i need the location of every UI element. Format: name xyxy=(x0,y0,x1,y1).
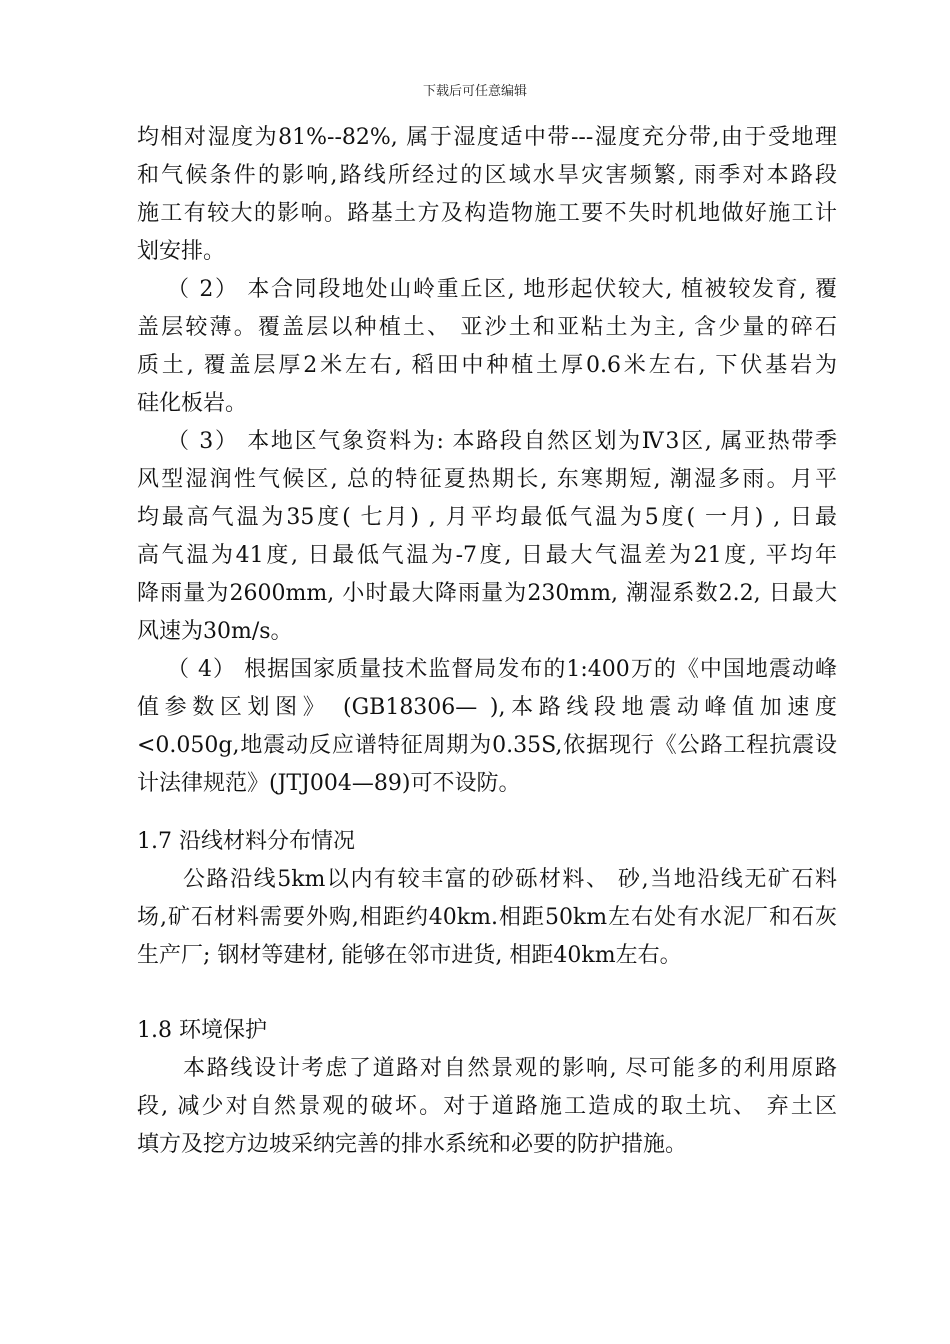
text-line: 施工有较大的影响。路基土方及构造物施工要不失时机地做好施工计 xyxy=(137,201,837,226)
text-line: 划安排。 xyxy=(137,239,226,264)
section-heading-1-7: 1.7 沿线材料分布情况 xyxy=(137,829,355,854)
page-header: 下载后可任意编辑 xyxy=(422,84,527,99)
paragraph-humidity xyxy=(137,119,837,271)
text-line: （ 2） 本合同段地处山岭重丘区, 地形起伏较大, 植被较发育, 覆 xyxy=(167,277,837,302)
text-line: 值参数区划图》 (GB18306— ),本路线段地震动峰值加速度 xyxy=(137,695,837,720)
text-line: 生产厂; 钢材等建材, 能够在邻市进货, 相距40km左右。 xyxy=(137,943,682,968)
text-line: 段, 减少对自然景观的破坏。对于道路施工造成的取土坑、 弃土区 xyxy=(137,1094,837,1119)
text-line: （ 3） 本地区气象资料为: 本路段自然区划为Ⅳ3区, 属亚热带季 xyxy=(167,429,837,454)
text-line: 风速为30m/s。 xyxy=(137,619,293,644)
text-line: 均最高气温为35度( 七月) , 月平均最低气温为5度( 一月) , 日最 xyxy=(137,505,837,530)
text-line: 本路线设计考虑了道路对自然景观的影响, 尽可能多的利用原路 xyxy=(183,1056,837,1081)
paragraph-materials xyxy=(137,861,837,975)
paragraph-4-seismic xyxy=(137,651,837,803)
paragraph-environment xyxy=(137,1050,837,1164)
text-line: 盖层较薄。覆盖层以种植土、 亚沙土和亚粘土为主, 含少量的碎石 xyxy=(137,315,837,340)
text-line: 风型湿润性气候区, 总的特征夏热期长, 东寒期短, 潮湿多雨。月平 xyxy=(137,467,837,492)
paragraph-3-climate xyxy=(137,423,837,651)
text-line: 计法律规范》(JTJ004—89)可不设防。 xyxy=(137,771,521,796)
text-line: 质土, 覆盖层厚2米左右, 稻田中种植土厚0.6米左右, 下伏基岩为 xyxy=(137,353,837,378)
text-line: 均相对湿度为81%--82%, 属于湿度适中带---湿度充分带,由于受地理 xyxy=(137,125,837,150)
text-line: 高气温为41度, 日最低气温为-7度, 日最大气温差为21度, 平均年 xyxy=(137,543,837,568)
text-line: 降雨量为2600mm, 小时最大降雨量为230mm, 潮湿系数2.2, 日最大 xyxy=(137,581,837,606)
text-line: 硅化板岩。 xyxy=(137,391,248,416)
text-line: 场,矿石材料需要外购,相距约40km.相距50km左右处有水泥厂和石灰 xyxy=(137,905,837,930)
section-heading-1-8: 1.8 环境保护 xyxy=(137,1018,267,1043)
text-line: 和气候条件的影响,路线所经过的区域水旱灾害频繁, 雨季对本路段 xyxy=(137,163,837,188)
text-line: （ 4） 根据国家质量技术监督局发布的1:400万的《中国地震动峰 xyxy=(167,657,837,682)
text-line: 公路沿线5km以内有较丰富的砂砾材料、 砂,当地沿线无矿石料 xyxy=(183,867,837,892)
text-line: 填方及挖方边坡采纳完善的排水系统和必要的防护措施。 xyxy=(137,1132,688,1157)
paragraph-2-terrain xyxy=(137,271,837,423)
text-line: <0.050g,地震动反应谱特征周期为0.35S,依据现行《公路工程抗震设 xyxy=(137,733,837,758)
